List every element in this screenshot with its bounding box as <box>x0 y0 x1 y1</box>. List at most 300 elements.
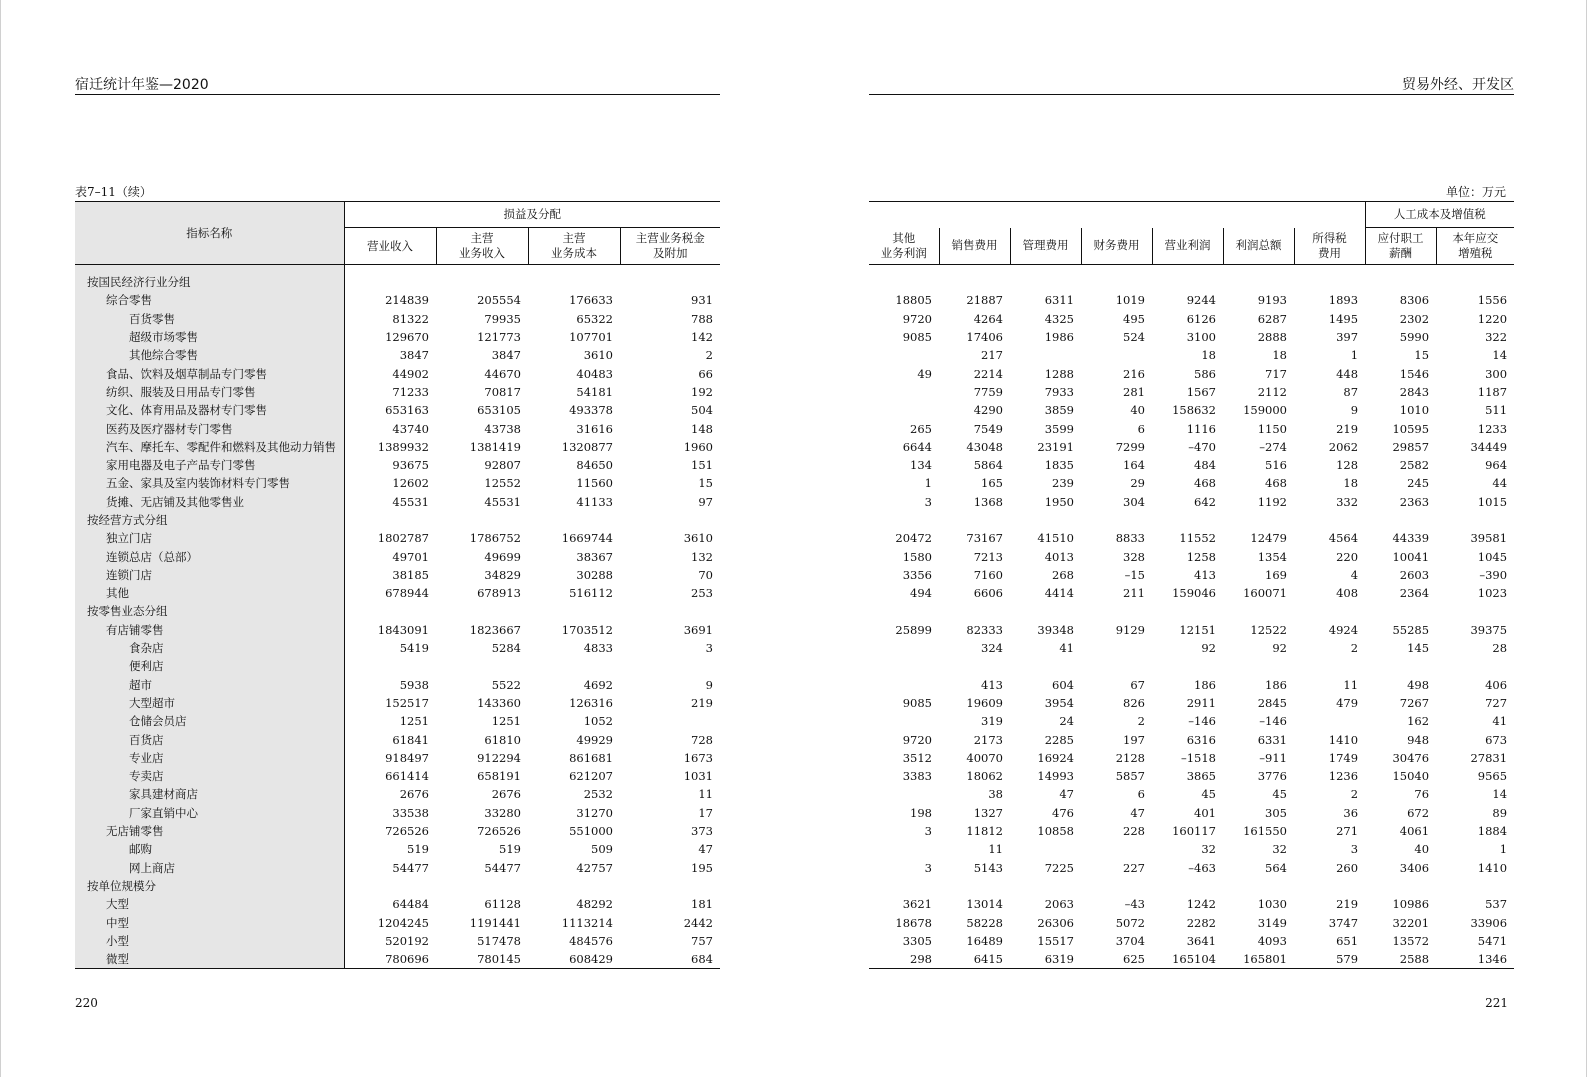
table-cell: 3512 <box>902 750 932 765</box>
table-cell: 2282 <box>1186 915 1216 930</box>
table-row <box>75 291 720 309</box>
table-cell: 40 <box>1130 403 1145 418</box>
table-cell: 504 <box>691 403 713 418</box>
table-cell: 6316 <box>1186 732 1216 747</box>
table-cell: 1669744 <box>561 531 613 546</box>
table-cell <box>939 511 1010 529</box>
table-cell <box>869 273 939 291</box>
table-cell: 18 <box>1201 348 1216 363</box>
head-rule-left <box>75 94 720 95</box>
table-cell: 245 <box>1407 476 1430 491</box>
table-cell: 219 <box>691 695 713 710</box>
table-cell: 373 <box>691 824 713 839</box>
table-row <box>869 913 1514 931</box>
table-cell: 15040 <box>1392 769 1430 784</box>
table-cell <box>1436 877 1514 895</box>
table-cell <box>869 401 939 419</box>
table-cell: 3100 <box>1186 330 1216 345</box>
table-cell: 186 <box>1265 677 1287 692</box>
table-row <box>75 822 720 840</box>
table-cell: 49929 <box>576 732 613 747</box>
row-label: 综合零售 <box>75 291 344 309</box>
table-cell: 81322 <box>344 310 436 328</box>
table-row <box>75 932 720 950</box>
table-cell: 1893 <box>1328 293 1359 308</box>
table-cell: 70817 <box>484 384 521 399</box>
table-row <box>869 438 1514 456</box>
table-row <box>869 364 1514 382</box>
row-label: 专业店 <box>75 749 344 767</box>
row-label: 邮购 <box>75 840 344 858</box>
table-cell: 3 <box>924 860 932 875</box>
table-row <box>75 511 720 529</box>
table-cell <box>1294 511 1365 529</box>
table-cell: 1749 <box>1328 750 1359 765</box>
table-cell: 11 <box>698 787 713 802</box>
table-caption: 表7–11（续） <box>75 185 152 199</box>
table-cell <box>620 877 720 895</box>
table-cell: 4692 <box>583 677 613 692</box>
table-cell: 5864 <box>973 458 1003 473</box>
table-cell: 42757 <box>576 860 613 875</box>
table-cell <box>1436 273 1514 291</box>
table-row <box>869 932 1514 950</box>
table-cell: 7299 <box>1115 439 1145 454</box>
table-cell: 494 <box>910 586 932 601</box>
table-cell: 4833 <box>583 641 613 656</box>
row-label: 便利店 <box>75 657 344 675</box>
table-row <box>869 511 1514 529</box>
table-cell <box>1294 657 1365 675</box>
table-cell: 1 <box>1350 348 1359 363</box>
table-cell: 33906 <box>1470 915 1508 930</box>
table-cell: 2 <box>1137 714 1145 729</box>
table-cell: 24 <box>1059 714 1074 729</box>
table-cell <box>436 657 528 675</box>
table-cell: 129670 <box>344 328 436 346</box>
table-cell: 15 <box>698 476 713 491</box>
table-cell: 9129 <box>1115 622 1145 637</box>
table-cell: 2676 <box>344 785 436 803</box>
table-cell: 84650 <box>576 458 613 473</box>
table-row <box>869 474 1514 492</box>
table-cell: 54181 <box>576 384 613 399</box>
table-cell: 519 <box>499 842 521 857</box>
table-cell: 40 <box>1414 842 1430 857</box>
page-edge-left <box>0 0 1 1077</box>
table-cell: 44339 <box>1392 531 1430 546</box>
table-cell: –911 <box>1259 750 1287 765</box>
table-cell <box>1152 877 1223 895</box>
table-cell <box>1010 877 1081 895</box>
row-label: 厂家直销中心 <box>75 804 344 822</box>
table-row <box>75 328 720 346</box>
table-cell: 3305 <box>902 933 932 948</box>
table-cell: 2676 <box>491 787 521 802</box>
table-row <box>869 785 1514 803</box>
table-cell: 32 <box>1201 842 1216 857</box>
table-cell: 2911 <box>1186 695 1216 710</box>
table-cell: 160071 <box>1243 586 1287 601</box>
table-cell: 1015 <box>1477 494 1508 509</box>
table-cell: 684 <box>620 950 720 969</box>
row-label: 按单位规模分 <box>75 877 344 895</box>
table-cell: 579 <box>1294 950 1365 969</box>
table-row <box>75 950 720 969</box>
table-cell: 148 <box>691 421 713 436</box>
table-cell: 15 <box>1414 348 1430 363</box>
table-cell <box>869 840 939 858</box>
table-cell: 216 <box>1123 366 1145 381</box>
row-label: 按国民经济行业分组 <box>75 273 344 291</box>
table-cell: 6331 <box>1257 732 1287 747</box>
table-cell <box>1365 602 1436 620</box>
table-cell: 176633 <box>569 293 613 308</box>
row-label: 货摊、无店铺及其他零售业 <box>75 493 344 511</box>
table-cell: 1580 <box>902 549 932 564</box>
table-row <box>869 877 1514 895</box>
table-cell: 65322 <box>576 311 613 326</box>
table-cell: 1251 <box>491 714 521 729</box>
table-cell: 4564 <box>1328 531 1359 546</box>
table-cell: 653163 <box>344 401 436 419</box>
table-cell: 214839 <box>344 291 436 309</box>
table-cell: 678944 <box>344 584 436 602</box>
table-cell: 1 <box>924 476 932 491</box>
table-cell: 1150 <box>1257 421 1287 436</box>
table-cell: 324 <box>981 641 1003 656</box>
table-cell: 1546 <box>1399 366 1430 381</box>
table-cell: 6287 <box>1257 311 1287 326</box>
table-cell: 31616 <box>576 421 613 436</box>
table-cell: 27831 <box>1470 750 1508 765</box>
table-cell: 653105 <box>477 403 521 418</box>
table-cell: 4414 <box>1044 586 1074 601</box>
table-cell: 2302 <box>1399 311 1430 326</box>
table-cell: 192 <box>691 384 713 399</box>
table-cell <box>344 877 436 895</box>
table-cell: 964 <box>1485 458 1508 473</box>
table-cell <box>1010 273 1081 291</box>
head-rule-right <box>869 94 1514 95</box>
table-cell <box>1152 657 1223 675</box>
table-cell: 319 <box>981 714 1003 729</box>
table-row <box>869 657 1514 675</box>
table-cell: 18062 <box>966 769 1003 784</box>
row-label: 连锁总店（总部） <box>75 547 344 565</box>
table-row <box>869 310 1514 328</box>
table-row <box>869 346 1514 364</box>
table-cell: 211 <box>1123 586 1145 601</box>
table-cell <box>436 273 528 291</box>
table-cell: 5990 <box>1399 330 1430 345</box>
table-cell: 861681 <box>569 750 613 765</box>
table-cell <box>436 602 528 620</box>
table-cell <box>1081 877 1152 895</box>
table-cell: 3691 <box>683 622 713 637</box>
table-cell: 2843 <box>1399 384 1430 399</box>
table-cell: 41 <box>1059 641 1074 656</box>
table-cell <box>869 676 939 694</box>
table-cell: 1368 <box>973 494 1003 509</box>
page-number-right: 221 <box>1485 996 1508 1010</box>
table-cell: –274 <box>1259 439 1287 454</box>
table-row <box>869 547 1514 565</box>
table-cell: –470 <box>1188 439 1216 454</box>
table-cell <box>1081 657 1152 675</box>
table-cell <box>528 602 620 620</box>
table-cell <box>1436 602 1514 620</box>
table-cell: 658191 <box>477 769 521 784</box>
table-cell: 158632 <box>1172 403 1216 418</box>
table-cell: 2173 <box>973 732 1003 747</box>
table-cell: 3 <box>924 824 932 839</box>
table-cell: 89 <box>1492 805 1508 820</box>
table-cell: 159046 <box>1172 586 1216 601</box>
table-cell: 143360 <box>477 695 521 710</box>
table-cell: 9085 <box>902 695 932 710</box>
table-cell: 92 <box>1201 641 1216 656</box>
table-cell: 12602 <box>344 474 436 492</box>
table-cell: 1320877 <box>561 439 613 454</box>
table-cell: 11552 <box>1179 531 1216 546</box>
table-cell: 651 <box>1336 933 1359 948</box>
table-cell: 484 <box>1194 458 1216 473</box>
table-cell: 1187 <box>1477 384 1508 399</box>
table-cell: 43740 <box>344 419 436 437</box>
table-cell: 2582 <box>1399 458 1430 473</box>
table-cell <box>1223 511 1294 529</box>
table-row <box>75 785 720 803</box>
table-cell: 6 <box>1137 421 1145 436</box>
table-cell: 1242 <box>1186 897 1216 912</box>
table-cell: 537 <box>1485 897 1508 912</box>
table-cell: 3641 <box>1186 933 1216 948</box>
table-cell: 220 <box>1336 549 1359 564</box>
column-header: 所得税 费用 <box>1294 228 1365 265</box>
table-cell: 29857 <box>1392 439 1430 454</box>
table-cell: 1233 <box>1477 421 1508 436</box>
table-cell: 29 <box>1130 476 1145 491</box>
table-row <box>75 438 720 456</box>
table-cell: 145 <box>1407 641 1430 656</box>
table-cell <box>620 657 720 675</box>
table-cell: 1823667 <box>469 622 521 637</box>
table-cell: 397 <box>1336 330 1359 345</box>
table-cell: 49 <box>917 366 932 381</box>
table-cell: 2 <box>705 348 713 363</box>
row-label: 家具建材商店 <box>75 785 344 803</box>
table-cell: 1236 <box>1328 769 1359 784</box>
table-row <box>75 694 720 712</box>
table-cell: 1884 <box>1477 824 1508 839</box>
table-cell: 826 <box>1123 695 1145 710</box>
table-row <box>75 913 720 931</box>
column-header: 应付职工 薪酬 <box>1365 228 1436 265</box>
column-header: 本年应交 增殖税 <box>1436 228 1514 265</box>
table-cell: 1567 <box>1186 384 1216 399</box>
table-cell: 1673 <box>683 750 713 765</box>
table-cell: 44 <box>1492 476 1508 491</box>
table-cell <box>1081 602 1152 620</box>
table-cell: 498 <box>1407 677 1430 692</box>
table-cell: 517478 <box>477 933 521 948</box>
table-cell: 47 <box>1130 805 1145 820</box>
table-row <box>75 840 720 858</box>
table-cell: 2364 <box>1399 586 1430 601</box>
table-row <box>75 419 720 437</box>
row-label: 无店铺零售 <box>75 822 344 840</box>
table-cell: 2532 <box>583 787 613 802</box>
table-cell: 14 <box>1492 348 1508 363</box>
table-cell: 239 <box>1052 476 1074 491</box>
table-cell: 40070 <box>966 750 1003 765</box>
table-cell: 6126 <box>1186 311 1216 326</box>
table-row <box>75 730 720 748</box>
table-cell: 107701 <box>569 330 613 345</box>
table-cell: 7759 <box>973 384 1003 399</box>
row-label: 按经营方式分组 <box>75 511 344 529</box>
table-cell <box>869 712 939 730</box>
table-cell: –1518 <box>1180 750 1216 765</box>
table-cell <box>1081 346 1152 364</box>
table-cell: 3610 <box>583 348 613 363</box>
table-cell: 31270 <box>576 805 613 820</box>
table-cell: 253 <box>691 586 713 601</box>
table-cell: 495 <box>1123 311 1145 326</box>
row-label: 独立门店 <box>75 529 344 547</box>
table-cell: 6606 <box>973 586 1003 601</box>
table-cell: 5938 <box>344 676 436 694</box>
table-cell: 198 <box>910 805 932 820</box>
table-row <box>75 639 720 657</box>
table-cell: 44670 <box>484 366 521 381</box>
table-cell: 9720 <box>902 732 932 747</box>
group-header-labor: 人工成本及增值税 <box>1365 202 1514 228</box>
table-cell: 788 <box>691 311 713 326</box>
right-page <box>869 0 1514 1077</box>
table-cell <box>939 273 1010 291</box>
table-cell: 164 <box>1123 458 1145 473</box>
table-cell: 9 <box>705 677 713 692</box>
table-cell <box>1152 273 1223 291</box>
column-header: 营业利润 <box>1152 228 1223 265</box>
table-cell <box>1294 712 1365 730</box>
table-cell: 1251 <box>344 712 436 730</box>
table-row <box>869 895 1514 913</box>
table-cell: 14 <box>1492 787 1508 802</box>
running-head-right: 贸易外经、开发区 <box>1402 77 1514 93</box>
table-cell: 8306 <box>1399 293 1430 308</box>
table-cell: 26306 <box>1037 915 1074 930</box>
table-cell: 3865 <box>1186 769 1216 784</box>
table-cell: 54477 <box>344 859 436 877</box>
table-cell: 48292 <box>576 897 613 912</box>
table-cell: 165 <box>981 476 1003 491</box>
table-cell: 160117 <box>1172 824 1216 839</box>
table-cell: 58228 <box>966 915 1003 930</box>
table-cell: 268 <box>1052 567 1074 582</box>
table-cell: 1023 <box>1477 586 1508 601</box>
table-cell <box>869 511 939 529</box>
table-cell: 5419 <box>344 639 436 657</box>
table-cell <box>1010 840 1081 858</box>
table-cell: 92807 <box>484 458 521 473</box>
table-cell: 931 <box>691 293 713 308</box>
table-cell: 1960 <box>683 439 713 454</box>
table-cell: 328 <box>1123 549 1145 564</box>
table-cell: 625 <box>1081 950 1152 969</box>
table-cell: 621207 <box>569 769 613 784</box>
table-cell <box>869 602 939 620</box>
table-cell: 2062 <box>1328 439 1359 454</box>
table-cell: 44902 <box>344 364 436 382</box>
table-cell: 30288 <box>576 567 613 582</box>
table-cell: 511 <box>1485 403 1508 418</box>
row-label: 大型 <box>75 895 344 913</box>
table-row <box>75 401 720 419</box>
row-label: 家用电器及电子产品专门零售 <box>75 456 344 474</box>
table-cell: 1495 <box>1328 311 1359 326</box>
table-cell: 1786752 <box>469 531 521 546</box>
right-table <box>869 201 1514 969</box>
table-cell: 3 <box>705 641 713 656</box>
table-cell: 3954 <box>1044 695 1074 710</box>
table-cell <box>1010 657 1081 675</box>
table-cell: 23191 <box>1037 439 1074 454</box>
table-cell: 476 <box>1052 805 1074 820</box>
table-cell: 4325 <box>1044 311 1074 326</box>
table-cell: 18805 <box>895 293 932 308</box>
table-cell: 5072 <box>1115 915 1145 930</box>
row-label: 小型 <box>75 932 344 950</box>
table-row <box>869 419 1514 437</box>
table-cell: 79935 <box>484 311 521 326</box>
table-cell: 401 <box>1194 805 1216 820</box>
table-cell <box>620 602 720 620</box>
row-label: 超市 <box>75 676 344 694</box>
table-cell: 87 <box>1343 384 1359 399</box>
table-cell: 5143 <box>973 860 1003 875</box>
table-cell: 265 <box>910 421 932 436</box>
table-cell <box>939 602 1010 620</box>
table-cell <box>1081 511 1152 529</box>
table-cell: 604 <box>1052 677 1074 692</box>
table-cell: 3621 <box>902 897 932 912</box>
table-cell: 1220 <box>1477 311 1508 326</box>
table-cell: 9193 <box>1257 293 1287 308</box>
table-row <box>75 621 720 639</box>
table-cell: 661414 <box>344 767 436 785</box>
table-cell: 28 <box>1492 641 1508 656</box>
table-cell: 516 <box>1265 458 1287 473</box>
table-cell <box>1010 511 1081 529</box>
table-cell <box>939 657 1010 675</box>
table-cell: 43738 <box>484 421 521 436</box>
table-cell: 7267 <box>1399 695 1430 710</box>
row-label: 专卖店 <box>75 767 344 785</box>
table-cell: 3610 <box>683 531 713 546</box>
table-cell: 3406 <box>1399 860 1430 875</box>
table-cell: 219 <box>1336 421 1359 436</box>
table-cell: 1703512 <box>561 622 613 637</box>
table-cell: 1950 <box>1044 494 1074 509</box>
table-cell: 169 <box>1265 567 1287 582</box>
table-row <box>75 456 720 474</box>
column-header: 主营 业务收入 <box>436 228 528 265</box>
table-cell: 2603 <box>1399 567 1430 582</box>
table-row <box>869 767 1514 785</box>
